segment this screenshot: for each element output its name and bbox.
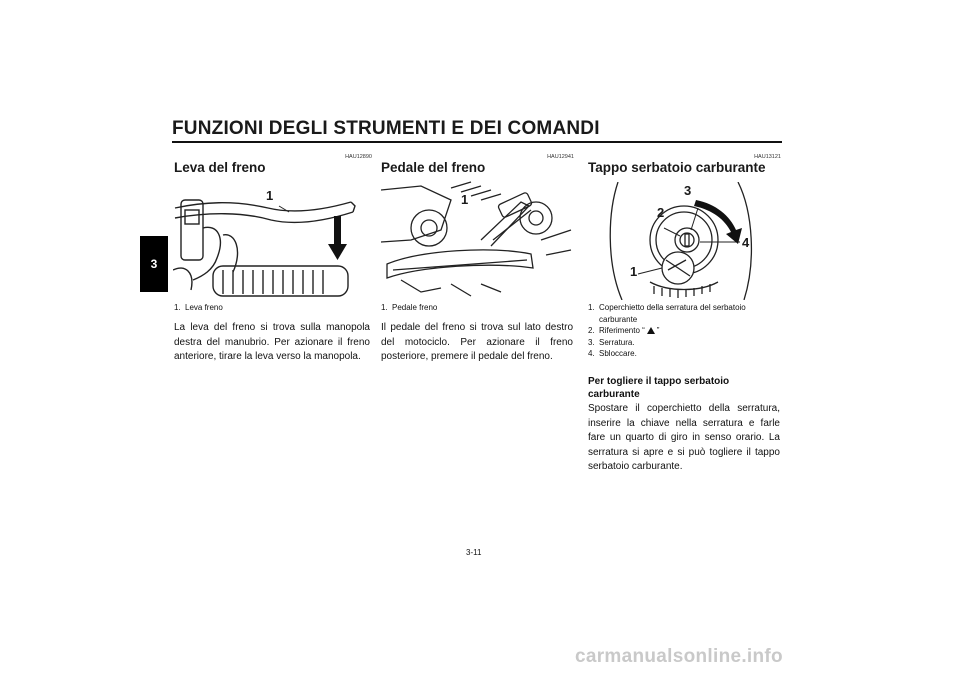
section-code: HAU12941 [547, 154, 574, 160]
watermark: carmanualsonline.info [575, 646, 783, 667]
callout-1: 1 [266, 188, 274, 203]
section-title-fuel-cap: Tappo serbatoio carburante [588, 160, 766, 175]
section-title-brake-pedal: Pedale del freno [381, 160, 486, 175]
caption-item: 1. Pedale freno [381, 303, 438, 312]
figure-caption [588, 302, 780, 360]
subheading: Per togliere il tappo serbatoio carburante [588, 376, 730, 400]
caption-item: 1. Coperchietto della serratura del serbatoio [588, 303, 746, 312]
callout-3: 3 [684, 183, 692, 198]
body-text: Spostare il coperchietto della serratura, inserire la chiave nella serratura e farle fare un quarto di giro in senso orario. La serratura si apre e si può togliere il tappo serbatoio carburante. [588, 403, 780, 473]
body-text: Il pedale del freno si trova sul lato destro del motociclo. Per azionare il freno posteriore, premere il pedale del freno. [381, 322, 573, 363]
page-number: 3-11 [466, 548, 482, 557]
figure-caption [174, 302, 374, 314]
body-text: La leva del freno si trova sulla manopola destra del manubrio. Per azionare il freno anteriore, tirare la leva verso la manopola. [174, 322, 370, 363]
triangle-icon [647, 327, 655, 334]
caption-item: 4. Sbloccare. [588, 349, 637, 358]
figure-caption [381, 302, 573, 314]
chapter-tab: 3 [140, 236, 168, 292]
figure-fuel-cap [588, 182, 780, 300]
caption-item: 3. Serratura. [588, 337, 635, 347]
section-code: HAU12890 [345, 154, 372, 160]
callout-1: 1 [461, 192, 469, 207]
header-rule [172, 141, 782, 143]
caption-item: 2. Riferimento “ ” [588, 326, 660, 335]
callout-4: 4 [742, 235, 750, 250]
callout-1: 1 [630, 264, 638, 279]
section-title-brake-lever: Leva del freno [174, 160, 266, 175]
caption-item: 1. Leva freno [174, 303, 223, 312]
callout-2: 2 [657, 205, 665, 220]
figure-brake-pedal [381, 180, 573, 298]
section-code: HAU13121 [754, 154, 781, 160]
page-title: FUNZIONI DEGLI STRUMENTI E DEI COMANDI [172, 118, 600, 139]
caption-item-cont: carburante [599, 314, 638, 324]
